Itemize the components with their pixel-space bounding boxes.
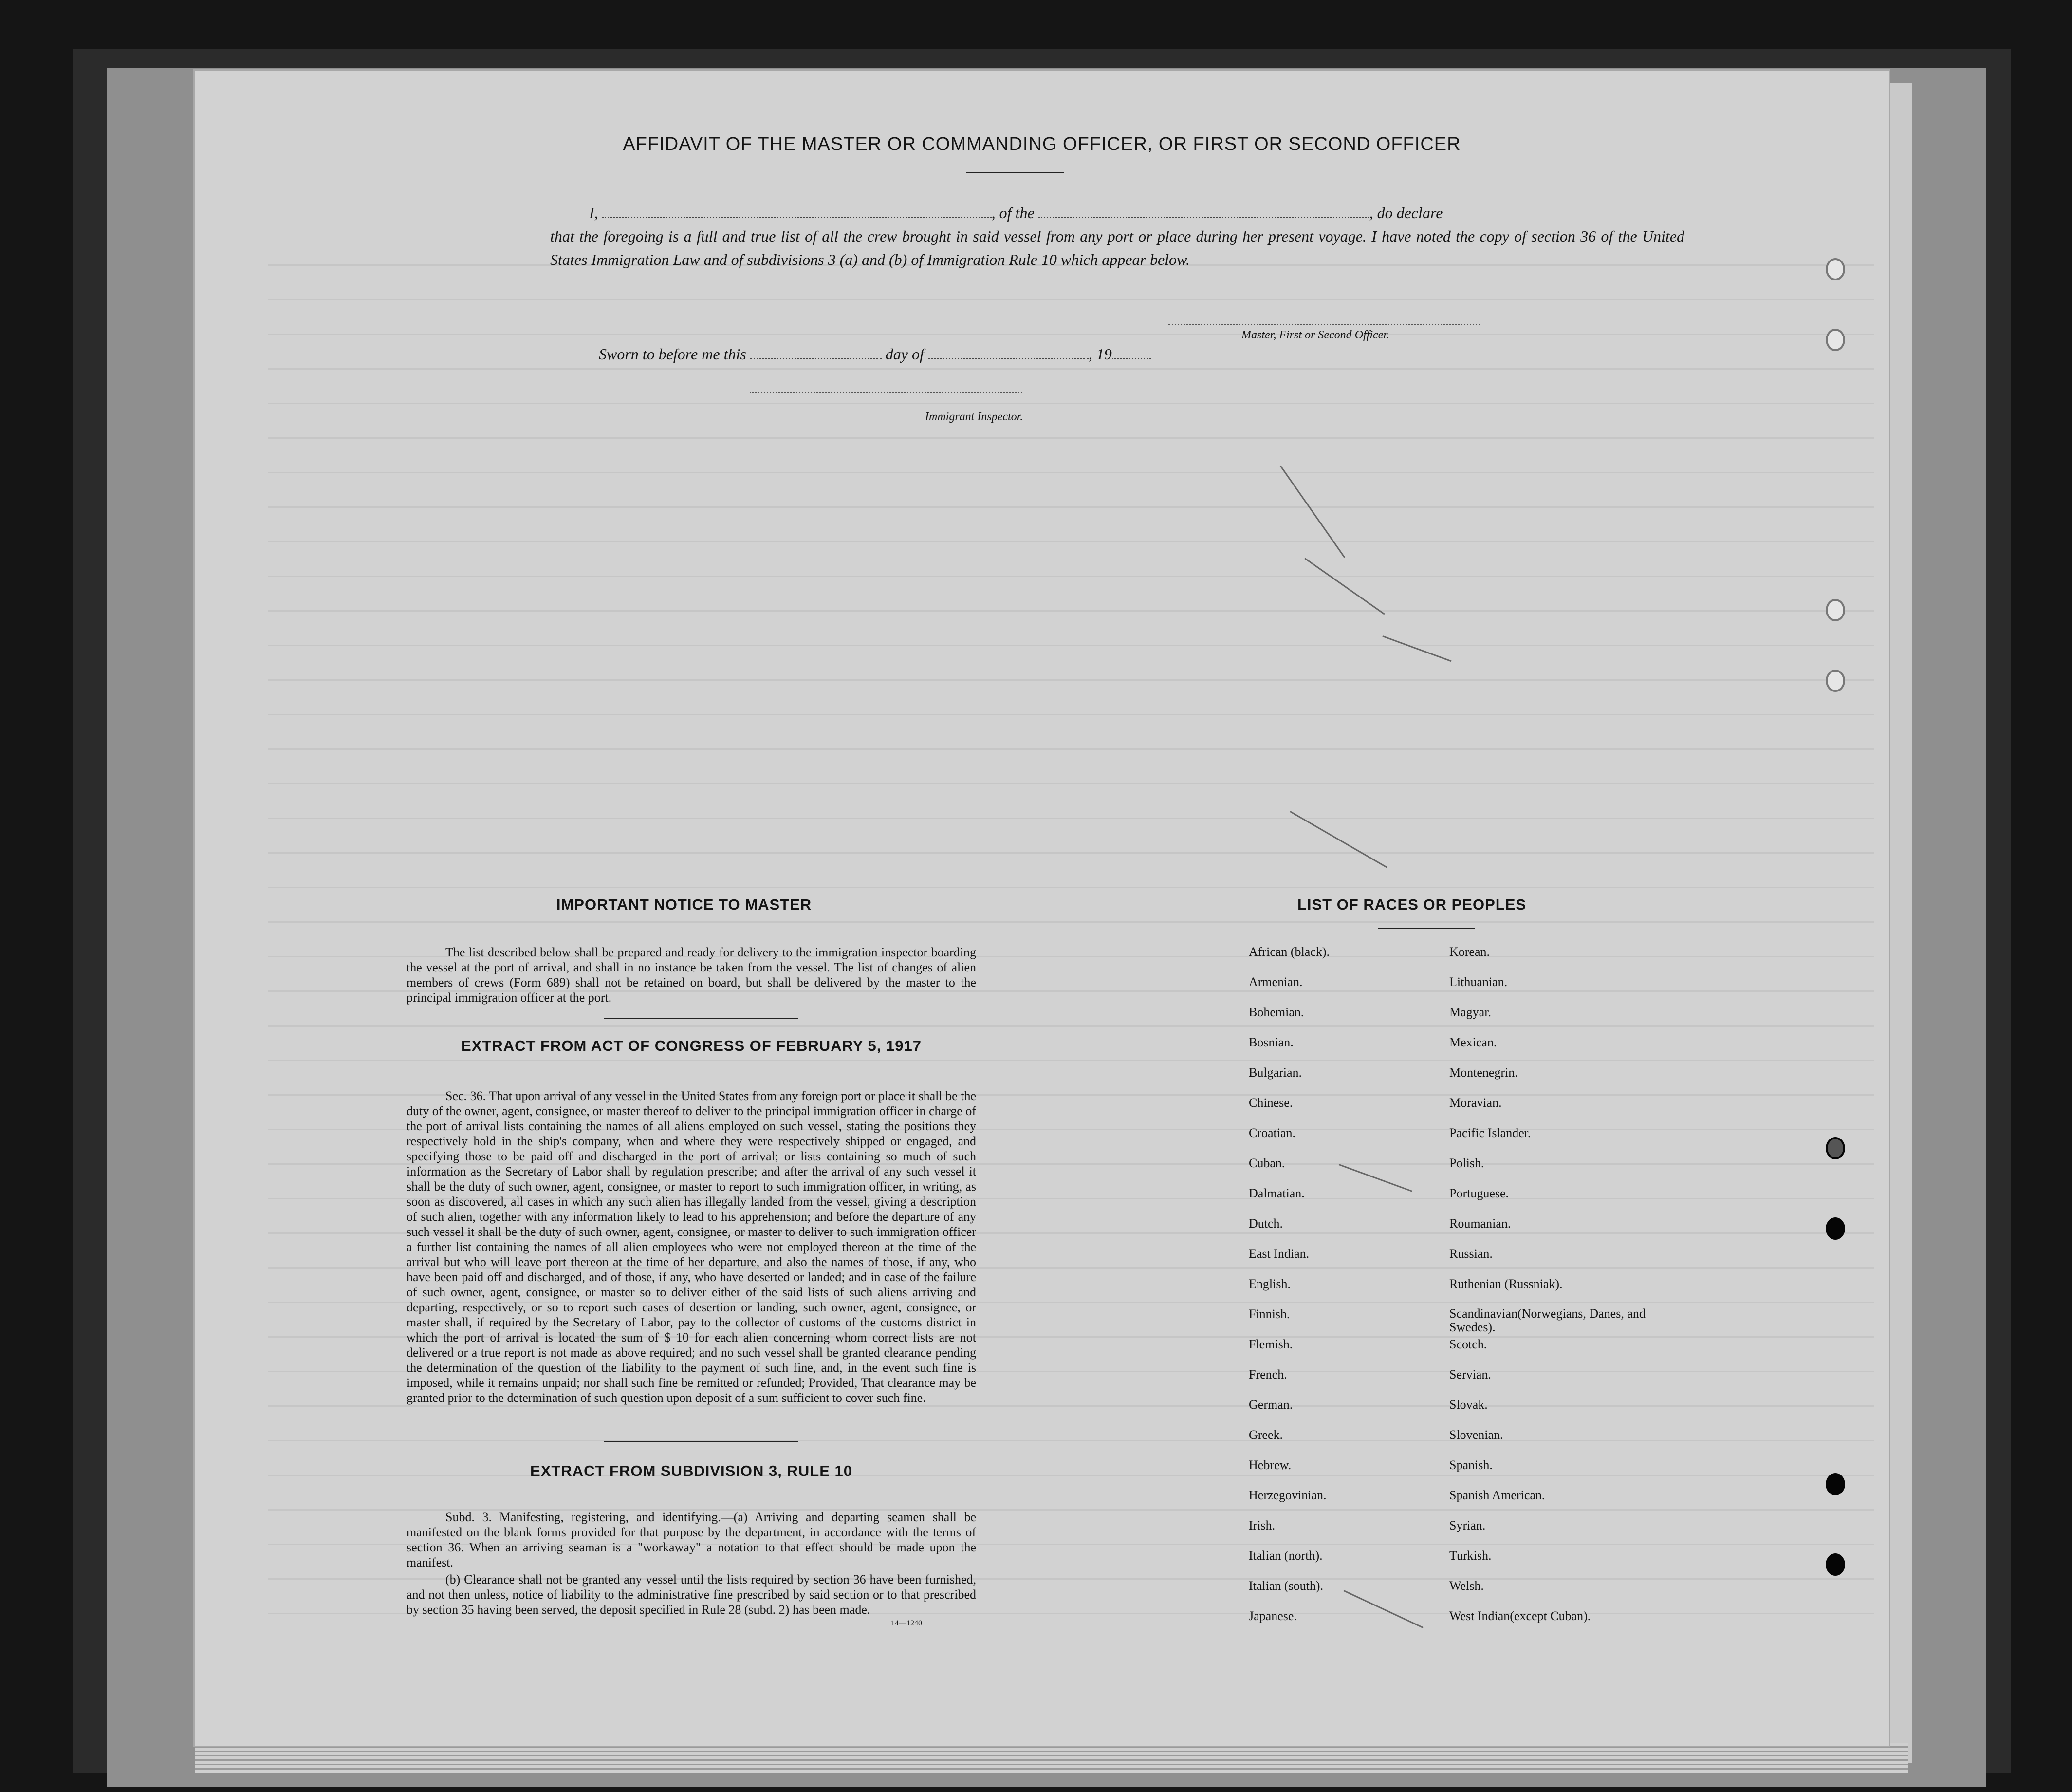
notice-rule bbox=[604, 1018, 798, 1019]
title-rule bbox=[966, 172, 1064, 173]
act-rule bbox=[604, 1441, 798, 1442]
binder-hole bbox=[1826, 1217, 1845, 1240]
race-item: West Indian(except Cuban). bbox=[1449, 1609, 1591, 1623]
race-item: Scandinavian(Norwegians, Danes, and Swedes). bbox=[1449, 1307, 1646, 1334]
race-item: Turkish. bbox=[1449, 1549, 1492, 1563]
rule-para-b: (b) Clearance shall not be granted any vessel until the lists required by section 36 have been furnished, and not then unless, notice of liability to the administrative fine prescribed by said section or to that prescribed by section 35 having been served, the deposit specified in Rule 28 (subd. 2) has been made. bbox=[407, 1572, 976, 1617]
inspector-label: Immigrant Inspector. bbox=[925, 411, 1023, 423]
race-item: Spanish. bbox=[1449, 1458, 1493, 1472]
race-item: Spanish American. bbox=[1449, 1488, 1545, 1502]
rule-para-a: Subd. 3. Manifesting, registering, and identifying.—(a) Arriving and departing seamen shall be manifested on the blank forms provided for that purpose by the department, in accordance with the terms of section 36. When an arriving seaman is a "workaway" a notation to that effect should be made upon the manifest. bbox=[407, 1510, 976, 1569]
notice-text: The list described below shall be prepared and ready for delivery to the immigration inspector boarding the vessel at the port of arrival, and shall in no instance be taken from the vessel. The list of changes of alien members of crews (Form 689) shall not be retained on board, but shall be delivered by the master to the principal immigration officer at the port. bbox=[407, 945, 976, 1005]
pencil-mark bbox=[1382, 635, 1451, 662]
i-label: I, bbox=[589, 204, 598, 222]
race-item: Japanese. bbox=[1249, 1609, 1297, 1623]
race-item: Moravian. bbox=[1449, 1096, 1502, 1110]
rule-heading: EXTRACT FROM SUBDIVISION 3, RULE 10 bbox=[530, 1462, 852, 1479]
race-item: Croatian. bbox=[1249, 1126, 1296, 1140]
master-signature-label: Master, First or Second Officer. bbox=[1241, 329, 1389, 341]
race-item: Bulgarian. bbox=[1249, 1065, 1302, 1080]
vessel-blank[interactable] bbox=[1038, 202, 1369, 218]
race-item: Pacific Islander. bbox=[1449, 1126, 1531, 1140]
form-number: 14—1240 bbox=[891, 1619, 922, 1627]
race-item: Bosnian. bbox=[1249, 1035, 1294, 1049]
binder-hole bbox=[1826, 670, 1845, 692]
affidavit-title: AFFIDAVIT OF THE MASTER OR COMMANDING OFFICER, OR FIRST OR SECOND OFFICER bbox=[623, 134, 1461, 154]
name-blank[interactable] bbox=[602, 202, 992, 218]
race-item: Finnish. bbox=[1249, 1307, 1290, 1321]
race-item: Dalmatian. bbox=[1249, 1186, 1305, 1200]
race-item: English. bbox=[1249, 1277, 1291, 1291]
notice-heading: IMPORTANT NOTICE TO MASTER bbox=[556, 896, 812, 913]
race-item: Flemish. bbox=[1249, 1337, 1293, 1351]
pencil-mark bbox=[1290, 811, 1388, 868]
declaration-body: that the foregoing is a full and true list of all the crew brought in said vessel from any port or place during her present voyage. I have noted the copy of section 36 of the United States Immigration Law and of subdivisions 3 (a) and (b) of Immigration Rule 10 which appear below. bbox=[550, 227, 1684, 268]
do-declare-label: , do declare bbox=[1369, 204, 1443, 222]
race-item: Magyar. bbox=[1449, 1005, 1491, 1019]
sworn-day-blank[interactable] bbox=[750, 343, 882, 359]
binder-hole bbox=[1826, 1553, 1845, 1576]
race-item: Slovak. bbox=[1449, 1398, 1488, 1412]
race-item: Hebrew. bbox=[1249, 1458, 1292, 1472]
race-item: Dutch. bbox=[1249, 1216, 1283, 1231]
race-item: Syrian. bbox=[1449, 1518, 1486, 1532]
race-item: Armenian. bbox=[1249, 975, 1303, 989]
race-item: Ruthenian (Russniak). bbox=[1449, 1277, 1563, 1291]
race-item: Greek. bbox=[1249, 1428, 1283, 1442]
race-item: Portuguese. bbox=[1449, 1186, 1509, 1200]
day-of-label: day of bbox=[885, 345, 924, 363]
race-item: Polish. bbox=[1449, 1156, 1484, 1170]
race-item: Italian (north). bbox=[1249, 1549, 1323, 1563]
stacked-page-edge bbox=[1889, 83, 1912, 1763]
races-heading: LIST OF RACES OR PEOPLES bbox=[1297, 896, 1527, 913]
binder-hole bbox=[1826, 329, 1845, 351]
race-item: Servian. bbox=[1449, 1367, 1491, 1381]
binder-hole bbox=[1826, 599, 1845, 621]
races-left-column bbox=[1249, 945, 1434, 1639]
race-item: Roumanian. bbox=[1449, 1216, 1511, 1231]
race-item: Russian. bbox=[1449, 1247, 1493, 1261]
race-item: Mexican. bbox=[1449, 1035, 1497, 1049]
stacked-page-edges-bottom bbox=[195, 1743, 1908, 1773]
race-item: Italian (south). bbox=[1249, 1579, 1324, 1593]
race-item: African (black). bbox=[1249, 945, 1330, 959]
document-page bbox=[195, 71, 1889, 1746]
races-rule bbox=[1378, 928, 1475, 929]
sworn-line bbox=[599, 343, 1151, 363]
race-item: German. bbox=[1249, 1398, 1293, 1412]
race-item: Chinese. bbox=[1249, 1096, 1293, 1110]
act-text: Sec. 36. That upon arrival of any vessel in the United States from any foreign port or place it shall be the duty of the owner, agent, consignee, or master thereof to deliver to the principal immigration officer in charge of the port of arrival lists containing the names of all aliens employed on such vessel, stating the positions they respectively hold in the ship's company, when and where they were respectively shipped or engaged, and specifying those to be paid off and discharged in the port of arrival; or lists containing so much of such information as the Secretary of Labor shall by regulation prescribe; and after the arrival of any such vessel it shall be the duty of such owner, agent, consignee, or master to report to such immigration officer, in writing, as soon as discovered, all cases in which any such alien has illegally landed from the vessel, giving a description of such alien, together with any information likely to lead to his apprehension; and before the departure of any such vessel it shall be the duty of such owner, agent, consignee, or master to deliver to such immigration officer a further list containing the names of all alien employees who were not employed thereon at the time of the arrival but who will leave port thereon at the time of her departure, and also the names of those, if any, who have been paid off and discharged, and of those, if any, who have deserted or landed; and in case of the failure of such owner, agent, consignee, or master so to deliver either of the said lists of such aliens arriving and departing, respectively, or so to report such cases of desertion or landing, such owner, agent, consignee, or master shall, if required by the Secretary of Labor, pay to the collector of customs of the customs district in which the port of arrival is located the sum of $ 10 for each alien concerning whom correct lists are not delivered or a true report is not made as above required; and no such vessel shall be granted clearance pending the determination of the question of the liability to the payment of such fine, and, in the event such fine is imposed, while it remains unpaid; nor shall such fine be remitted or refunded; Provided, That clearance may be granted prior to the determination of such question upon deposit of a sum sufficient to cover such fine. bbox=[407, 1089, 976, 1405]
race-item: Irish. bbox=[1249, 1518, 1276, 1532]
race-item: Cuban. bbox=[1249, 1156, 1285, 1170]
act-heading: EXTRACT FROM ACT OF CONGRESS OF FEBRUARY 5, 1917 bbox=[461, 1037, 922, 1054]
race-item: Herzegovinian. bbox=[1249, 1488, 1327, 1502]
sworn-month-blank[interactable] bbox=[928, 343, 1089, 359]
binder-hole bbox=[1826, 1473, 1845, 1495]
binder-hole bbox=[1826, 1137, 1845, 1159]
race-item: Lithuanian. bbox=[1449, 975, 1508, 989]
year-prefix: , 19 bbox=[1088, 345, 1112, 363]
races-right-column bbox=[1449, 945, 1664, 1639]
race-item: French. bbox=[1249, 1367, 1287, 1381]
race-item: Korean. bbox=[1449, 945, 1490, 959]
race-item: Montenegrin. bbox=[1449, 1065, 1518, 1080]
binder-hole bbox=[1826, 258, 1845, 280]
sworn-prefix: Sworn to before me this bbox=[599, 345, 746, 363]
race-item: Bohemian. bbox=[1249, 1005, 1304, 1019]
sworn-year-blank[interactable] bbox=[1112, 343, 1151, 359]
master-signature-line[interactable] bbox=[1168, 324, 1480, 325]
inspector-signature-line[interactable] bbox=[750, 392, 1022, 393]
of-the-label: , of the bbox=[991, 204, 1035, 222]
race-item: Scotch. bbox=[1449, 1337, 1487, 1351]
pencil-mark bbox=[1280, 466, 1345, 558]
race-item: Slovenian. bbox=[1449, 1428, 1503, 1442]
race-item: East Indian. bbox=[1249, 1247, 1310, 1261]
affidavit-declaration bbox=[550, 201, 1684, 271]
pencil-mark bbox=[1304, 558, 1385, 615]
race-item: Welsh. bbox=[1449, 1579, 1484, 1593]
